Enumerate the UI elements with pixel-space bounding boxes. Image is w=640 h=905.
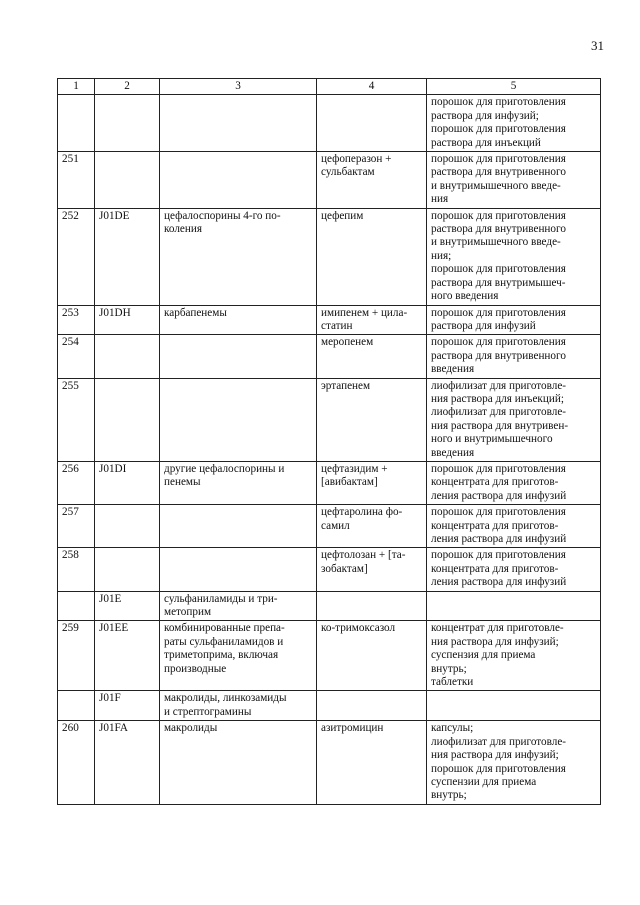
atc-code-cell [95, 335, 160, 378]
row-number-cell: 258 [58, 548, 95, 591]
dosage-form-cell: порошок для приготовления раствора для внутривенного введения [427, 335, 601, 378]
atc-code-cell [95, 548, 160, 591]
atc-code-cell [95, 152, 160, 209]
column-header: 2 [95, 79, 160, 95]
drug-name-cell: цефтаролина фо- самил [317, 505, 427, 548]
row-number-cell: 259 [58, 621, 95, 691]
atc-code-cell: J01F [95, 691, 160, 721]
table-row [58, 505, 601, 548]
atc-code-cell [95, 378, 160, 461]
table-row [58, 208, 601, 305]
drug-name-cell: ко-тримоксазол [317, 621, 427, 691]
dosage-form-cell: порошок для приготовления концентрата для приготов- ления раствора для инфузий [427, 548, 601, 591]
dosage-form-cell: порошок для приготовления концентрата для приготов- ления раствора для инфузий [427, 461, 601, 504]
table-row [58, 621, 601, 691]
table-row [58, 721, 601, 804]
drug-group-cell [160, 378, 317, 461]
row-number-cell: 253 [58, 305, 95, 335]
drug-name-cell: азитромицин [317, 721, 427, 804]
row-number-cell: 251 [58, 152, 95, 209]
drug-name-cell: цефепим [317, 208, 427, 305]
dosage-form-cell: лиофилизат для приготовле- ния раствора для инъекций; лиофилизат для приготовле- ния раствора для внутривен- ного и внутримышечного введения [427, 378, 601, 461]
table-body [58, 95, 601, 804]
drug-name-cell: имипенем + цила- статин [317, 305, 427, 335]
drug-group-cell: сульфаниламиды и три- метоприм [160, 591, 317, 621]
drug-name-cell: меропенем [317, 335, 427, 378]
page-number: 31 [591, 38, 604, 53]
atc-code-cell: J01DE [95, 208, 160, 305]
drug-name-cell: цефтолозан + [та- зобактам] [317, 548, 427, 591]
table-row [58, 548, 601, 591]
table-header [58, 79, 601, 95]
drug-name-cell: цефтазидим + [авибактам] [317, 461, 427, 504]
row-number-cell: 252 [58, 208, 95, 305]
drug-group-cell: макролиды [160, 721, 317, 804]
dosage-form-cell [427, 591, 601, 621]
row-number-cell [58, 691, 95, 721]
table-row [58, 378, 601, 461]
table-row [58, 691, 601, 721]
drug-group-cell [160, 152, 317, 209]
table-row [58, 305, 601, 335]
column-header: 3 [160, 79, 317, 95]
drug-group-cell: комбинированные препа- раты сульфаниламидов и триметоприма, включая производные [160, 621, 317, 691]
table-row [58, 152, 601, 209]
dosage-form-cell: порошок для приготовления раствора для инфузий; порошок для приготовления раствора для инъекций [427, 95, 601, 152]
table-row [58, 335, 601, 378]
row-number-cell: 256 [58, 461, 95, 504]
dosage-form-cell: порошок для приготовления раствора для внутривенного и внутримышечного введе- ния; порошок для приготовления раствора для внутримышеч- ного введения [427, 208, 601, 305]
dosage-form-cell: порошок для приготовления раствора для инфузий [427, 305, 601, 335]
drug-name-cell [317, 691, 427, 721]
drug-table [57, 78, 601, 805]
atc-code-cell: J01FA [95, 721, 160, 804]
drug-group-cell [160, 548, 317, 591]
row-number-cell: 260 [58, 721, 95, 804]
dosage-form-cell: порошок для приготовления концентрата для приготов- ления раствора для инфузий [427, 505, 601, 548]
table-row [58, 461, 601, 504]
drug-name-cell: эртапенем [317, 378, 427, 461]
row-number-cell [58, 95, 95, 152]
column-header: 1 [58, 79, 95, 95]
column-header: 4 [317, 79, 427, 95]
drug-name-cell: цефоперазон + сульбактам [317, 152, 427, 209]
dosage-form-cell: концентрат для приготовле- ния раствора для инфузий; суспензия для приема внутрь; таблетки [427, 621, 601, 691]
row-number-cell: 255 [58, 378, 95, 461]
drug-group-cell [160, 95, 317, 152]
column-header: 5 [427, 79, 601, 95]
row-number-cell: 257 [58, 505, 95, 548]
row-number-cell: 254 [58, 335, 95, 378]
atc-code-cell: J01E [95, 591, 160, 621]
dosage-form-cell: капсулы; лиофилизат для приготовле- ния раствора для инфузий; порошок для приготовления суспензии для приема внутрь; [427, 721, 601, 804]
atc-code-cell [95, 95, 160, 152]
atc-code-cell: J01EE [95, 621, 160, 691]
drug-group-cell: макролиды, линкозамиды и стрептограмины [160, 691, 317, 721]
table-row [58, 95, 601, 152]
header-row [58, 79, 601, 95]
row-number-cell [58, 591, 95, 621]
table-row [58, 591, 601, 621]
drug-group-cell [160, 505, 317, 548]
dosage-form-cell [427, 691, 601, 721]
drug-name-cell [317, 591, 427, 621]
dosage-form-cell: порошок для приготовления раствора для внутривенного и внутримышечного введе- ния [427, 152, 601, 209]
atc-code-cell: J01DH [95, 305, 160, 335]
atc-code-cell [95, 505, 160, 548]
drug-group-cell: цефалоспорины 4-го по- коления [160, 208, 317, 305]
drug-group-cell: карбапенемы [160, 305, 317, 335]
atc-code-cell: J01DI [95, 461, 160, 504]
drug-group-cell: другие цефалоспорины и пенемы [160, 461, 317, 504]
drug-name-cell [317, 95, 427, 152]
drug-group-cell [160, 335, 317, 378]
